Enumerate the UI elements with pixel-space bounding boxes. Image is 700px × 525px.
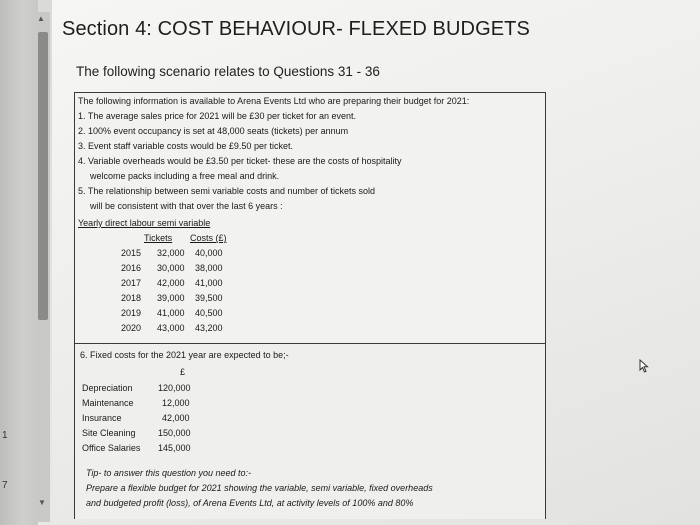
gutter-mark: 1	[2, 430, 8, 441]
fixed-cost-value: 42,000	[162, 413, 190, 423]
fixed-cost-value: 145,000	[158, 443, 191, 453]
fixed-cost-label: Insurance	[82, 413, 122, 423]
info-item: 1. The average sales price for 2021 will be £30 per ticket for an event.	[78, 111, 356, 121]
fixed-cost-value: 150,000	[158, 428, 191, 438]
scenario-heading: The following scenario relates to Questions 31 - 36	[76, 64, 380, 79]
fixed-cost-label: Office Salaries	[82, 443, 141, 453]
section-title: Section 4: COST BEHAVIOUR- FLEXED BUDGETS	[62, 18, 530, 40]
left-window-edge	[0, 0, 38, 525]
fixed-cost-label: Maintenance	[82, 398, 134, 408]
fixed-cost-value: 120,000	[158, 383, 191, 393]
table-cell-tickets: 43,000	[157, 323, 185, 333]
gutter-mark: 7	[2, 480, 8, 491]
table-cell-tickets: 32,000	[157, 248, 185, 258]
tip-line: and budgeted profit (loss), of Arena Events Ltd, at activity levels of 100% and 80%	[86, 498, 414, 508]
table-cell-costs: 39,500	[195, 293, 223, 303]
info-item: 2. 100% event occupancy is set at 48,000 seats (tickets) per annum	[78, 126, 349, 136]
table-cell-year: 2016	[121, 263, 142, 273]
table-cell-tickets: 30,000	[157, 263, 185, 273]
table-cell-tickets: 41,000	[157, 308, 185, 318]
info-item: 4. Variable overheads would be £3.50 per ticket- these are the costs of hospitality	[78, 156, 402, 166]
intro-text: The following information is available to Arena Events Ltd who are preparing their budget for 2021:	[78, 96, 470, 106]
table-cell-costs: 41,000	[195, 278, 223, 288]
table-cell-year: 2015	[121, 248, 142, 258]
info-item: welcome packs including a free meal and drink.	[90, 171, 280, 181]
scroll-down-icon[interactable]: ▼	[38, 498, 46, 507]
table-cell-tickets: 42,000	[157, 278, 185, 288]
table-cell-costs: 40,000	[195, 248, 223, 258]
table-cell-costs: 38,000	[195, 263, 223, 273]
tip-line: Tip- to answer this question you need to:-	[86, 468, 252, 478]
labour-table-header: Costs (£)	[190, 233, 227, 243]
table-cell-costs: 40,500	[195, 308, 223, 318]
fixed-costs-heading: 6. Fixed costs for the 2021 year are expected to be;-	[80, 350, 289, 360]
table-cell-year: 2017	[121, 278, 142, 288]
fixed-cost-value: 12,000	[162, 398, 190, 408]
table-cell-costs: 43,200	[195, 323, 223, 333]
scroll-up-icon[interactable]: ▲	[37, 14, 45, 23]
table-cell-tickets: 39,000	[157, 293, 185, 303]
labour-table-header: Tickets	[144, 233, 173, 243]
scrollbar-thumb[interactable]	[38, 32, 48, 320]
table-cell-year: 2019	[121, 308, 142, 318]
info-item: 5. The relationship between semi variable costs and number of tickets sold	[78, 186, 375, 196]
labour-table-title: Yearly direct labour semi variable	[78, 218, 211, 228]
table-cell-year: 2020	[121, 323, 142, 333]
info-item: 3. Event staff variable costs would be £9.50 per ticket.	[78, 141, 293, 151]
table-cell-year: 2018	[121, 293, 142, 303]
fixed-cost-label: Site Cleaning	[82, 428, 136, 438]
currency-symbol: £	[180, 367, 186, 377]
info-item: will be consistent with that over the last 6 years :	[90, 201, 283, 211]
pointer-hand-icon	[636, 358, 652, 379]
fixed-cost-label: Depreciation	[82, 383, 133, 393]
tip-line: Prepare a flexible budget for 2021 showing the variable, semi variable, fixed overheads	[86, 483, 433, 493]
